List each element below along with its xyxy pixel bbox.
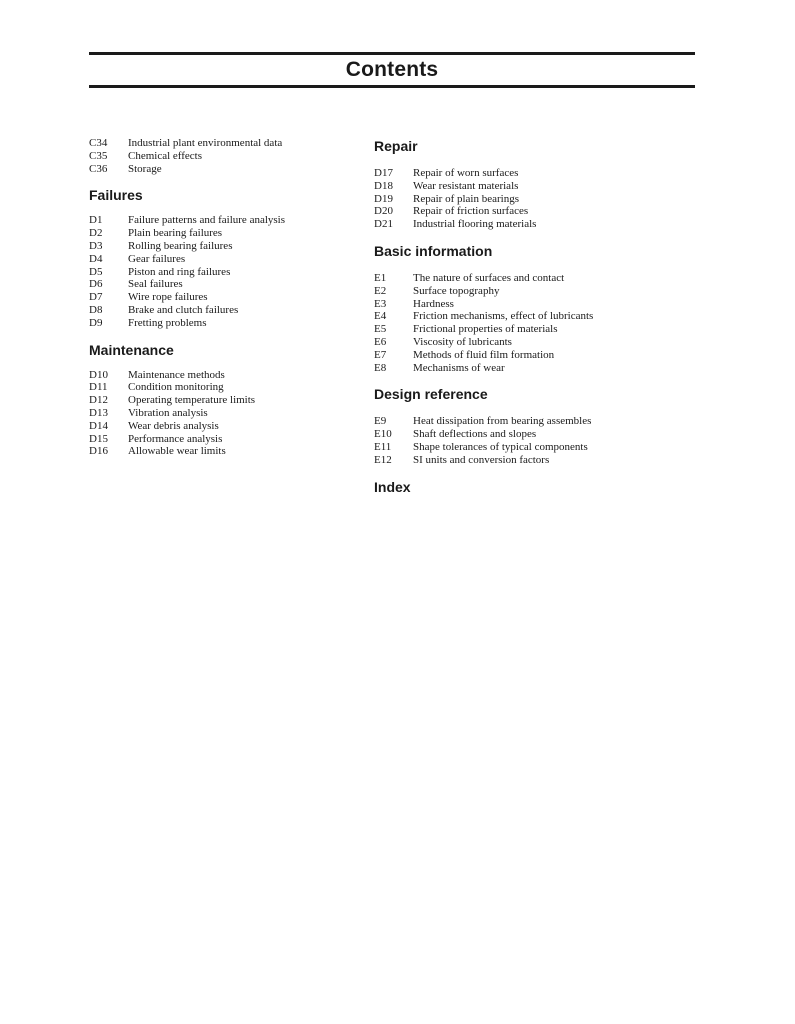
entry-title: Plain bearing failures: [128, 227, 223, 240]
entry-title: Seal failures: [128, 278, 183, 291]
entry-code: D13: [89, 406, 108, 419]
entry-title: Repair of friction surfaces: [413, 205, 529, 218]
toc-entry[interactable]: [89, 253, 359, 266]
toc-entry[interactable]: [89, 266, 359, 279]
toc-entry[interactable]: [374, 193, 674, 206]
entry-title: The nature of surfaces and contact: [413, 271, 565, 284]
entry-code: E12: [374, 453, 392, 466]
toc-entry[interactable]: [89, 214, 359, 227]
section-heading-repair: Repair: [374, 138, 418, 154]
entry-title: Operating temperature limits: [128, 394, 256, 407]
entry-title: Gear failures: [128, 252, 186, 265]
entry-code: E11: [374, 440, 392, 453]
entry-title: Piston and ring failures: [128, 265, 231, 278]
entry-code: C34: [89, 137, 108, 149]
toc-entry[interactable]: [374, 310, 674, 323]
maintenance-entry-list: [89, 369, 359, 459]
design-reference-entry-list: [374, 415, 674, 466]
toc-entry[interactable]: [374, 205, 674, 218]
entry-title: Industrial plant environmental data: [128, 137, 283, 149]
entry-title: Shaft deflections and slopes: [413, 428, 537, 441]
toc-entry[interactable]: [89, 278, 359, 291]
entry-code: D15: [89, 432, 108, 445]
entry-title: Wear resistant materials: [413, 179, 519, 192]
entry-code: E9: [374, 415, 387, 428]
toc-entry[interactable]: [374, 349, 674, 362]
entry-code: C35: [89, 149, 108, 162]
toc-entry[interactable]: [89, 445, 359, 458]
entry-code: D5: [89, 265, 103, 278]
toc-entry[interactable]: [374, 298, 674, 311]
entry-code: D14: [89, 419, 108, 432]
section-heading-index[interactable]: Index: [374, 478, 411, 495]
entry-title: Frictional properties of materials: [413, 323, 558, 336]
failures-entry-list: [89, 214, 359, 329]
entry-code: D16: [89, 445, 108, 458]
toc-entry[interactable]: [89, 407, 359, 420]
toc-entry[interactable]: [374, 336, 674, 349]
toc-entry[interactable]: [89, 150, 359, 163]
toc-entry[interactable]: [89, 291, 359, 304]
section-heading-design-reference: Design reference: [374, 386, 488, 403]
entry-code: E8: [374, 361, 387, 374]
header-bottom-rule: [89, 85, 695, 88]
section-heading-basic-information: Basic information: [374, 242, 493, 259]
entry-code: D19: [374, 192, 393, 205]
toc-entry[interactable]: [374, 167, 674, 180]
entry-title: Repair of plain bearings: [413, 192, 519, 205]
entry-code: D1: [89, 214, 103, 227]
entry-code: E6: [374, 335, 387, 348]
toc-entry[interactable]: [89, 381, 359, 394]
entry-code: E4: [374, 310, 387, 323]
entry-code: D6: [89, 278, 103, 291]
entry-code: D17: [374, 167, 393, 179]
toc-entry[interactable]: [89, 240, 359, 253]
contents-right-column: [374, 137, 674, 496]
header-top-rule: [89, 52, 695, 55]
entry-title: Chemical effects: [128, 149, 203, 162]
entry-title: Condition monitoring: [128, 381, 224, 394]
entry-code: D4: [89, 252, 103, 265]
entry-title: Failure patterns and failure analysis: [128, 214, 286, 227]
basic-information-entry-list: [374, 272, 674, 374]
toc-entry[interactable]: [89, 137, 359, 150]
entry-title: Methods of fluid film formation: [413, 348, 555, 361]
entry-title: Hardness: [413, 297, 454, 310]
toc-entry[interactable]: [374, 272, 674, 285]
entry-title: Surface topography: [413, 284, 500, 297]
entry-code: D2: [89, 227, 103, 240]
entry-code: E5: [374, 323, 387, 336]
entry-title: Rolling bearing failures: [128, 239, 233, 252]
page-header: [89, 52, 695, 88]
repair-entry-list: [374, 167, 674, 231]
entry-title: SI units and conversion factors: [413, 453, 550, 466]
toc-entry[interactable]: [374, 323, 674, 336]
entry-title: Friction mechanisms, effect of lubricants: [413, 310, 594, 323]
page-title: Contents: [345, 58, 439, 81]
entry-code: C36: [89, 162, 108, 175]
entry-code: D10: [89, 368, 108, 381]
toc-entry[interactable]: [374, 362, 674, 375]
section-heading-failures: Failures: [89, 187, 143, 204]
entry-code: D3: [89, 239, 103, 252]
toc-entry[interactable]: [374, 441, 674, 454]
toc-entry[interactable]: [374, 415, 674, 428]
entry-code: E3: [374, 297, 387, 310]
entry-code: D20: [374, 205, 393, 218]
entry-code: D21: [374, 218, 393, 231]
entry-code: D11: [89, 381, 108, 394]
toc-entry[interactable]: [374, 285, 674, 298]
toc-entry[interactable]: [89, 227, 359, 240]
toc-entry[interactable]: [89, 317, 359, 330]
entry-title: Industrial flooring materials: [413, 218, 537, 231]
entry-title: Vibration analysis: [128, 406, 208, 419]
entry-code: D18: [374, 179, 393, 192]
section-heading-maintenance: Maintenance: [89, 341, 174, 358]
entry-title: Storage: [128, 162, 162, 175]
entry-title: Wire rope failures: [128, 291, 208, 304]
entry-title: Shape tolerances of typical components: [413, 440, 588, 453]
entry-title: Wear debris analysis: [128, 419, 219, 432]
entry-title: Mechanisms of wear: [413, 361, 505, 374]
toc-entry[interactable]: [374, 454, 674, 467]
entry-title: Fretting problems: [128, 316, 207, 329]
toc-entry[interactable]: [89, 394, 359, 407]
toc-entry[interactable]: [89, 420, 359, 433]
toc-entry[interactable]: [89, 163, 359, 176]
entry-title: Maintenance methods: [128, 368, 225, 381]
entry-code: E10: [374, 428, 392, 441]
entry-title: Allowable wear limits: [128, 445, 226, 458]
toc-entry[interactable]: [374, 218, 674, 231]
contents-left-column: [89, 137, 359, 458]
entry-code: D9: [89, 316, 103, 329]
toc-entry[interactable]: [89, 433, 359, 446]
entry-code: E1: [374, 271, 387, 284]
toc-entry[interactable]: [374, 428, 674, 441]
entry-code: D8: [89, 303, 103, 316]
entry-code: D7: [89, 291, 103, 304]
entry-code: D12: [89, 394, 108, 407]
entry-title: Repair of worn surfaces: [413, 167, 519, 179]
entry-title: Brake and clutch failures: [128, 303, 239, 316]
intro-entry-list: [89, 137, 359, 175]
entry-title: Heat dissipation from bearing assembles: [413, 415, 592, 428]
entry-title: Viscosity of lubricants: [413, 335, 512, 348]
toc-entry[interactable]: [89, 369, 359, 382]
toc-entry[interactable]: [89, 304, 359, 317]
entry-code: E7: [374, 348, 387, 361]
entry-title: Performance analysis: [128, 432, 223, 445]
entry-code: E2: [374, 284, 387, 297]
toc-entry[interactable]: [374, 180, 674, 193]
